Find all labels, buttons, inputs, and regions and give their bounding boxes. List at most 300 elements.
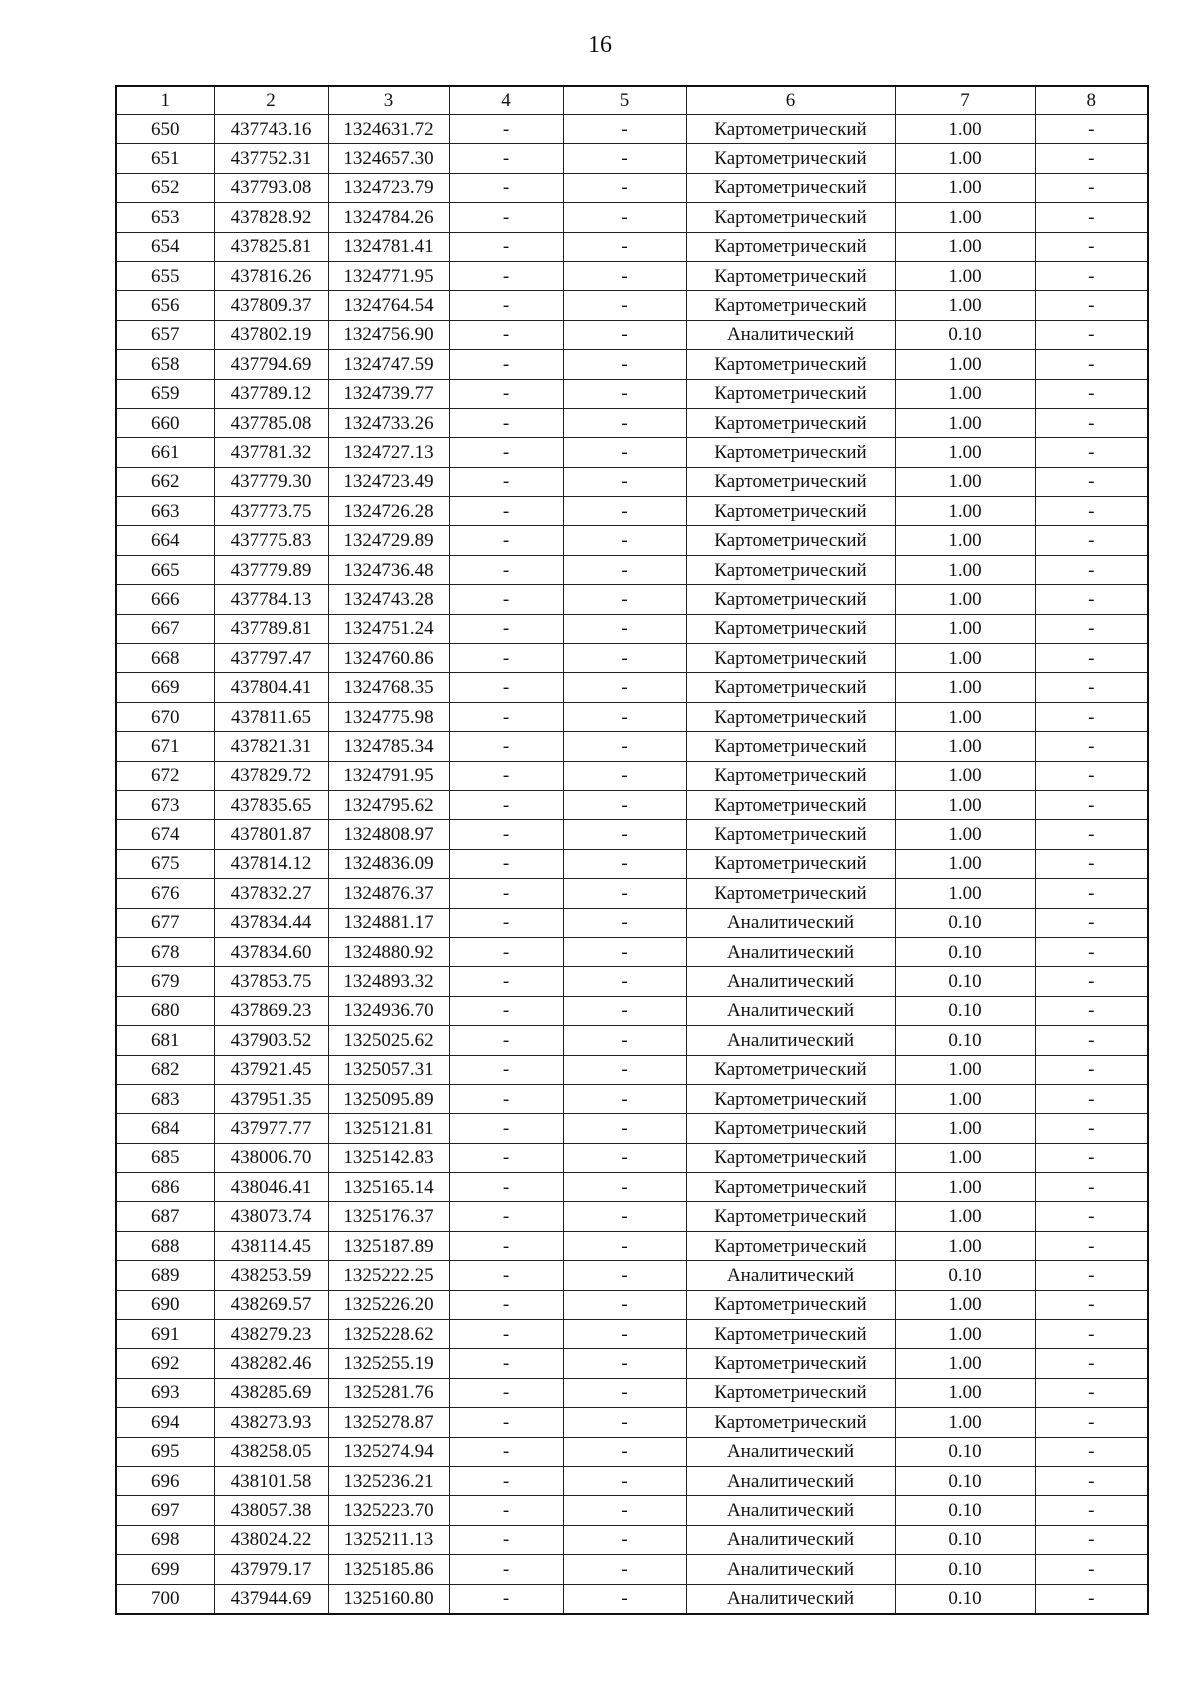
coordinate-x: 437828.92 xyxy=(214,203,328,232)
cell-8: - xyxy=(1035,967,1148,996)
coordinate-x: 438006.70 xyxy=(214,1143,328,1172)
point-number: 684 xyxy=(116,1114,214,1143)
table-row xyxy=(116,1261,1148,1290)
coordinate-x: 437794.69 xyxy=(214,350,328,379)
accuracy-cell: 1.00 xyxy=(895,379,1035,408)
cell-8: - xyxy=(1035,761,1148,790)
cell-4: - xyxy=(449,644,563,673)
cell-8: - xyxy=(1035,879,1148,908)
table-row xyxy=(116,644,1148,673)
cell-5: - xyxy=(563,1349,686,1378)
table-row xyxy=(116,908,1148,937)
cell-8: - xyxy=(1035,820,1148,849)
point-number: 663 xyxy=(116,497,214,526)
accuracy-cell: 0.10 xyxy=(895,908,1035,937)
table-row xyxy=(116,291,1148,320)
method-cell: Картометрический xyxy=(686,1143,895,1172)
accuracy-cell: 0.10 xyxy=(895,1437,1035,1466)
point-number: 672 xyxy=(116,761,214,790)
coordinate-y: 1325025.62 xyxy=(328,1026,449,1055)
coordinate-y: 1324751.24 xyxy=(328,614,449,643)
cell-4: - xyxy=(449,261,563,290)
method-cell: Картометрический xyxy=(686,614,895,643)
cell-4: - xyxy=(449,585,563,614)
cell-8: - xyxy=(1035,203,1148,232)
point-number: 676 xyxy=(116,879,214,908)
coordinate-y: 1324729.89 xyxy=(328,526,449,555)
column-header: 6 xyxy=(686,86,895,115)
cell-4: - xyxy=(449,1555,563,1584)
cell-8: - xyxy=(1035,1349,1148,1378)
method-cell: Аналитический xyxy=(686,996,895,1025)
table-row xyxy=(116,115,1148,144)
cell-5: - xyxy=(563,1555,686,1584)
cell-4: - xyxy=(449,1437,563,1466)
column-header: 3 xyxy=(328,86,449,115)
cell-5: - xyxy=(563,732,686,761)
cell-4: - xyxy=(449,732,563,761)
table-row xyxy=(116,350,1148,379)
coordinate-x: 437804.41 xyxy=(214,673,328,702)
cell-4: - xyxy=(449,232,563,261)
coordinate-x: 437779.89 xyxy=(214,555,328,584)
method-cell: Картометрический xyxy=(686,820,895,849)
table-row xyxy=(116,555,1148,584)
table-row xyxy=(116,1026,1148,1055)
accuracy-cell: 1.00 xyxy=(895,820,1035,849)
cell-8: - xyxy=(1035,1525,1148,1554)
method-cell: Картометрический xyxy=(686,644,895,673)
coordinate-y: 1324756.90 xyxy=(328,320,449,349)
accuracy-cell: 1.00 xyxy=(895,614,1035,643)
table-row xyxy=(116,849,1148,878)
method-cell: Картометрический xyxy=(686,1173,895,1202)
coordinate-y: 1325160.80 xyxy=(328,1584,449,1614)
cell-4: - xyxy=(449,937,563,966)
cell-4: - xyxy=(449,467,563,496)
coordinate-y: 1324764.54 xyxy=(328,291,449,320)
accuracy-cell: 1.00 xyxy=(895,849,1035,878)
coordinate-x: 437979.17 xyxy=(214,1555,328,1584)
table-row xyxy=(116,761,1148,790)
cell-5: - xyxy=(563,1026,686,1055)
accuracy-cell: 1.00 xyxy=(895,1231,1035,1260)
accuracy-cell: 1.00 xyxy=(895,1055,1035,1084)
coordinate-x: 438073.74 xyxy=(214,1202,328,1231)
method-cell: Картометрический xyxy=(686,291,895,320)
coordinate-y: 1325057.31 xyxy=(328,1055,449,1084)
cell-8: - xyxy=(1035,379,1148,408)
cell-8: - xyxy=(1035,1231,1148,1260)
coordinate-x: 438269.57 xyxy=(214,1290,328,1319)
coordinate-x: 437773.75 xyxy=(214,497,328,526)
coordinate-x: 438101.58 xyxy=(214,1466,328,1495)
method-cell: Картометрический xyxy=(686,467,895,496)
cell-4: - xyxy=(449,790,563,819)
coordinate-y: 1324760.86 xyxy=(328,644,449,673)
cell-5: - xyxy=(563,614,686,643)
cell-8: - xyxy=(1035,1555,1148,1584)
method-cell: Картометрический xyxy=(686,761,895,790)
method-cell: Аналитический xyxy=(686,1437,895,1466)
point-number: 651 xyxy=(116,144,214,173)
point-number: 650 xyxy=(116,115,214,144)
cell-4: - xyxy=(449,408,563,437)
method-cell: Картометрический xyxy=(686,849,895,878)
table-row xyxy=(116,732,1148,761)
cell-5: - xyxy=(563,1055,686,1084)
point-number: 694 xyxy=(116,1408,214,1437)
cell-8: - xyxy=(1035,996,1148,1025)
cell-4: - xyxy=(449,555,563,584)
cell-8: - xyxy=(1035,790,1148,819)
coordinate-y: 1324739.77 xyxy=(328,379,449,408)
coordinate-x: 437811.65 xyxy=(214,702,328,731)
coordinate-y: 1325236.21 xyxy=(328,1466,449,1495)
accuracy-cell: 1.00 xyxy=(895,144,1035,173)
accuracy-cell: 1.00 xyxy=(895,1290,1035,1319)
cell-8: - xyxy=(1035,1114,1148,1143)
accuracy-cell: 1.00 xyxy=(895,232,1035,261)
point-number: 652 xyxy=(116,173,214,202)
coordinate-y: 1324631.72 xyxy=(328,115,449,144)
method-cell: Аналитический xyxy=(686,1261,895,1290)
point-number: 689 xyxy=(116,1261,214,1290)
cell-4: - xyxy=(449,291,563,320)
column-header: 8 xyxy=(1035,86,1148,115)
coordinate-y: 1325176.37 xyxy=(328,1202,449,1231)
cell-5: - xyxy=(563,1231,686,1260)
cell-8: - xyxy=(1035,261,1148,290)
cell-5: - xyxy=(563,908,686,937)
cell-8: - xyxy=(1035,1261,1148,1290)
cell-5: - xyxy=(563,585,686,614)
method-cell: Картометрический xyxy=(686,350,895,379)
method-cell: Картометрический xyxy=(686,115,895,144)
cell-8: - xyxy=(1035,908,1148,937)
cell-4: - xyxy=(449,115,563,144)
coordinate-x: 438285.69 xyxy=(214,1378,328,1407)
method-cell: Аналитический xyxy=(686,967,895,996)
table-row xyxy=(116,996,1148,1025)
accuracy-cell: 1.00 xyxy=(895,173,1035,202)
column-header: 7 xyxy=(895,86,1035,115)
cell-4: - xyxy=(449,1466,563,1495)
table-row xyxy=(116,1114,1148,1143)
coordinate-x: 437797.47 xyxy=(214,644,328,673)
coordinate-y: 1324791.95 xyxy=(328,761,449,790)
cell-5: - xyxy=(563,1437,686,1466)
coordinate-y: 1324881.17 xyxy=(328,908,449,937)
coordinate-x: 437784.13 xyxy=(214,585,328,614)
coordinate-y: 1325187.89 xyxy=(328,1231,449,1260)
point-number: 698 xyxy=(116,1525,214,1554)
point-number: 655 xyxy=(116,261,214,290)
coordinate-y: 1325165.14 xyxy=(328,1173,449,1202)
point-number: 699 xyxy=(116,1555,214,1584)
coordinate-x: 437775.83 xyxy=(214,526,328,555)
column-header: 4 xyxy=(449,86,563,115)
cell-8: - xyxy=(1035,614,1148,643)
cell-8: - xyxy=(1035,673,1148,702)
method-cell: Картометрический xyxy=(686,1114,895,1143)
table-body xyxy=(116,115,1148,1614)
point-number: 687 xyxy=(116,1202,214,1231)
coordinate-x: 438046.41 xyxy=(214,1173,328,1202)
table-row xyxy=(116,1496,1148,1525)
cell-4: - xyxy=(449,996,563,1025)
accuracy-cell: 1.00 xyxy=(895,408,1035,437)
accuracy-cell: 1.00 xyxy=(895,790,1035,819)
coordinate-y: 1324726.28 xyxy=(328,497,449,526)
coordinate-y: 1324795.62 xyxy=(328,790,449,819)
cell-5: - xyxy=(563,1525,686,1554)
accuracy-cell: 0.10 xyxy=(895,1466,1035,1495)
method-cell: Картометрический xyxy=(686,555,895,584)
point-number: 656 xyxy=(116,291,214,320)
table-row xyxy=(116,1084,1148,1113)
coordinate-y: 1324876.37 xyxy=(328,879,449,908)
accuracy-cell: 1.00 xyxy=(895,467,1035,496)
cell-8: - xyxy=(1035,732,1148,761)
method-cell: Картометрический xyxy=(686,1320,895,1349)
accuracy-cell: 1.00 xyxy=(895,115,1035,144)
cell-8: - xyxy=(1035,1320,1148,1349)
coordinate-x: 437789.81 xyxy=(214,614,328,643)
cell-5: - xyxy=(563,526,686,555)
cell-5: - xyxy=(563,1202,686,1231)
table-row xyxy=(116,1320,1148,1349)
coordinate-y: 1324727.13 xyxy=(328,438,449,467)
accuracy-cell: 1.00 xyxy=(895,673,1035,702)
cell-8: - xyxy=(1035,1202,1148,1231)
point-number: 700 xyxy=(116,1584,214,1614)
coordinate-x: 437814.12 xyxy=(214,849,328,878)
method-cell: Картометрический xyxy=(686,1349,895,1378)
method-cell: Аналитический xyxy=(686,908,895,937)
cell-8: - xyxy=(1035,937,1148,966)
coordinate-y: 1325095.89 xyxy=(328,1084,449,1113)
cell-4: - xyxy=(449,702,563,731)
table-row xyxy=(116,1143,1148,1172)
cell-4: - xyxy=(449,1261,563,1290)
method-cell: Аналитический xyxy=(686,1026,895,1055)
method-cell: Картометрический xyxy=(686,1055,895,1084)
cell-5: - xyxy=(563,967,686,996)
coordinate-x: 437785.08 xyxy=(214,408,328,437)
accuracy-cell: 1.00 xyxy=(895,1378,1035,1407)
cell-4: - xyxy=(449,614,563,643)
coordinate-x: 437743.16 xyxy=(214,115,328,144)
method-cell: Аналитический xyxy=(686,1525,895,1554)
accuracy-cell: 1.00 xyxy=(895,1202,1035,1231)
accuracy-cell: 1.00 xyxy=(895,497,1035,526)
coordinate-y: 1324781.41 xyxy=(328,232,449,261)
point-number: 662 xyxy=(116,467,214,496)
method-cell: Картометрический xyxy=(686,408,895,437)
cell-8: - xyxy=(1035,1055,1148,1084)
coordinate-x: 438253.59 xyxy=(214,1261,328,1290)
cell-5: - xyxy=(563,820,686,849)
accuracy-cell: 1.00 xyxy=(895,1114,1035,1143)
coordinate-x: 437821.31 xyxy=(214,732,328,761)
method-cell: Картометрический xyxy=(686,438,895,467)
cell-5: - xyxy=(563,291,686,320)
table-row xyxy=(116,967,1148,996)
table-row xyxy=(116,879,1148,908)
point-number: 678 xyxy=(116,937,214,966)
method-cell: Картометрический xyxy=(686,585,895,614)
cell-4: - xyxy=(449,673,563,702)
coordinate-x: 437809.37 xyxy=(214,291,328,320)
coordinate-y: 1324936.70 xyxy=(328,996,449,1025)
table-row xyxy=(116,144,1148,173)
coordinate-y: 1324723.49 xyxy=(328,467,449,496)
coordinate-x: 437793.08 xyxy=(214,173,328,202)
method-cell: Картометрический xyxy=(686,173,895,202)
point-number: 670 xyxy=(116,702,214,731)
accuracy-cell: 1.00 xyxy=(895,879,1035,908)
cell-4: - xyxy=(449,1114,563,1143)
table-row xyxy=(116,1584,1148,1614)
cell-4: - xyxy=(449,1143,563,1172)
cell-5: - xyxy=(563,144,686,173)
method-cell: Аналитический xyxy=(686,1555,895,1584)
column-header: 1 xyxy=(116,86,214,115)
point-number: 695 xyxy=(116,1437,214,1466)
accuracy-cell: 1.00 xyxy=(895,1173,1035,1202)
cell-5: - xyxy=(563,408,686,437)
accuracy-cell: 1.00 xyxy=(895,1349,1035,1378)
cell-8: - xyxy=(1035,438,1148,467)
point-number: 691 xyxy=(116,1320,214,1349)
column-header: 5 xyxy=(563,86,686,115)
cell-5: - xyxy=(563,673,686,702)
table-row xyxy=(116,614,1148,643)
table-header-row xyxy=(116,86,1148,115)
cell-8: - xyxy=(1035,497,1148,526)
cell-5: - xyxy=(563,1584,686,1614)
coordinate-y: 1325274.94 xyxy=(328,1437,449,1466)
coordinates-table xyxy=(115,85,1149,1615)
cell-8: - xyxy=(1035,702,1148,731)
point-number: 665 xyxy=(116,555,214,584)
cell-5: - xyxy=(563,1143,686,1172)
cell-5: - xyxy=(563,849,686,878)
cell-5: - xyxy=(563,702,686,731)
method-cell: Картометрический xyxy=(686,379,895,408)
table-row xyxy=(116,820,1148,849)
cell-8: - xyxy=(1035,1290,1148,1319)
cell-4: - xyxy=(449,350,563,379)
accuracy-cell: 0.10 xyxy=(895,937,1035,966)
cell-5: - xyxy=(563,1466,686,1495)
cell-4: - xyxy=(449,1496,563,1525)
coordinate-y: 1325185.86 xyxy=(328,1555,449,1584)
table-row xyxy=(116,1555,1148,1584)
coordinate-x: 437781.32 xyxy=(214,438,328,467)
accuracy-cell: 1.00 xyxy=(895,644,1035,673)
point-number: 660 xyxy=(116,408,214,437)
coordinate-x: 437944.69 xyxy=(214,1584,328,1614)
method-cell: Картометрический xyxy=(686,879,895,908)
coordinate-y: 1325142.83 xyxy=(328,1143,449,1172)
table-row xyxy=(116,1202,1148,1231)
cell-5: - xyxy=(563,555,686,584)
coordinate-x: 438114.45 xyxy=(214,1231,328,1260)
cell-5: - xyxy=(563,173,686,202)
table-row xyxy=(116,673,1148,702)
coordinate-x: 437832.27 xyxy=(214,879,328,908)
cell-4: - xyxy=(449,526,563,555)
coordinate-x: 438279.23 xyxy=(214,1320,328,1349)
accuracy-cell: 0.10 xyxy=(895,1584,1035,1614)
cell-4: - xyxy=(449,1584,563,1614)
cell-4: - xyxy=(449,967,563,996)
table-row xyxy=(116,937,1148,966)
coordinate-y: 1325228.62 xyxy=(328,1320,449,1349)
cell-4: - xyxy=(449,379,563,408)
coordinate-y: 1324736.48 xyxy=(328,555,449,584)
cell-8: - xyxy=(1035,1378,1148,1407)
cell-8: - xyxy=(1035,1173,1148,1202)
table-row xyxy=(116,232,1148,261)
cell-5: - xyxy=(563,115,686,144)
column-header: 2 xyxy=(214,86,328,115)
cell-8: - xyxy=(1035,1496,1148,1525)
coordinate-y: 1325281.76 xyxy=(328,1378,449,1407)
accuracy-cell: 0.10 xyxy=(895,1026,1035,1055)
cell-4: - xyxy=(449,879,563,908)
table-row xyxy=(116,1349,1148,1378)
cell-4: - xyxy=(449,1525,563,1554)
coordinate-y: 1324733.26 xyxy=(328,408,449,437)
accuracy-cell: 0.10 xyxy=(895,1555,1035,1584)
cell-4: - xyxy=(449,1026,563,1055)
point-number: 680 xyxy=(116,996,214,1025)
table-row xyxy=(116,261,1148,290)
cell-8: - xyxy=(1035,1026,1148,1055)
point-number: 673 xyxy=(116,790,214,819)
table-row xyxy=(116,1437,1148,1466)
accuracy-cell: 1.00 xyxy=(895,1084,1035,1113)
table-row xyxy=(116,1408,1148,1437)
cell-8: - xyxy=(1035,291,1148,320)
cell-8: - xyxy=(1035,408,1148,437)
cell-4: - xyxy=(449,203,563,232)
coordinate-y: 1324747.59 xyxy=(328,350,449,379)
table-row xyxy=(116,203,1148,232)
coordinate-y: 1325121.81 xyxy=(328,1114,449,1143)
accuracy-cell: 0.10 xyxy=(895,320,1035,349)
coordinate-x: 437802.19 xyxy=(214,320,328,349)
coordinate-x: 438273.93 xyxy=(214,1408,328,1437)
cell-8: - xyxy=(1035,1143,1148,1172)
point-number: 667 xyxy=(116,614,214,643)
accuracy-cell: 0.10 xyxy=(895,967,1035,996)
cell-4: - xyxy=(449,173,563,202)
cell-5: - xyxy=(563,937,686,966)
point-number: 688 xyxy=(116,1231,214,1260)
point-number: 685 xyxy=(116,1143,214,1172)
cell-5: - xyxy=(563,1173,686,1202)
table-row xyxy=(116,467,1148,496)
cell-5: - xyxy=(563,879,686,908)
point-number: 697 xyxy=(116,1496,214,1525)
accuracy-cell: 1.00 xyxy=(895,1408,1035,1437)
cell-4: - xyxy=(449,908,563,937)
cell-5: - xyxy=(563,350,686,379)
